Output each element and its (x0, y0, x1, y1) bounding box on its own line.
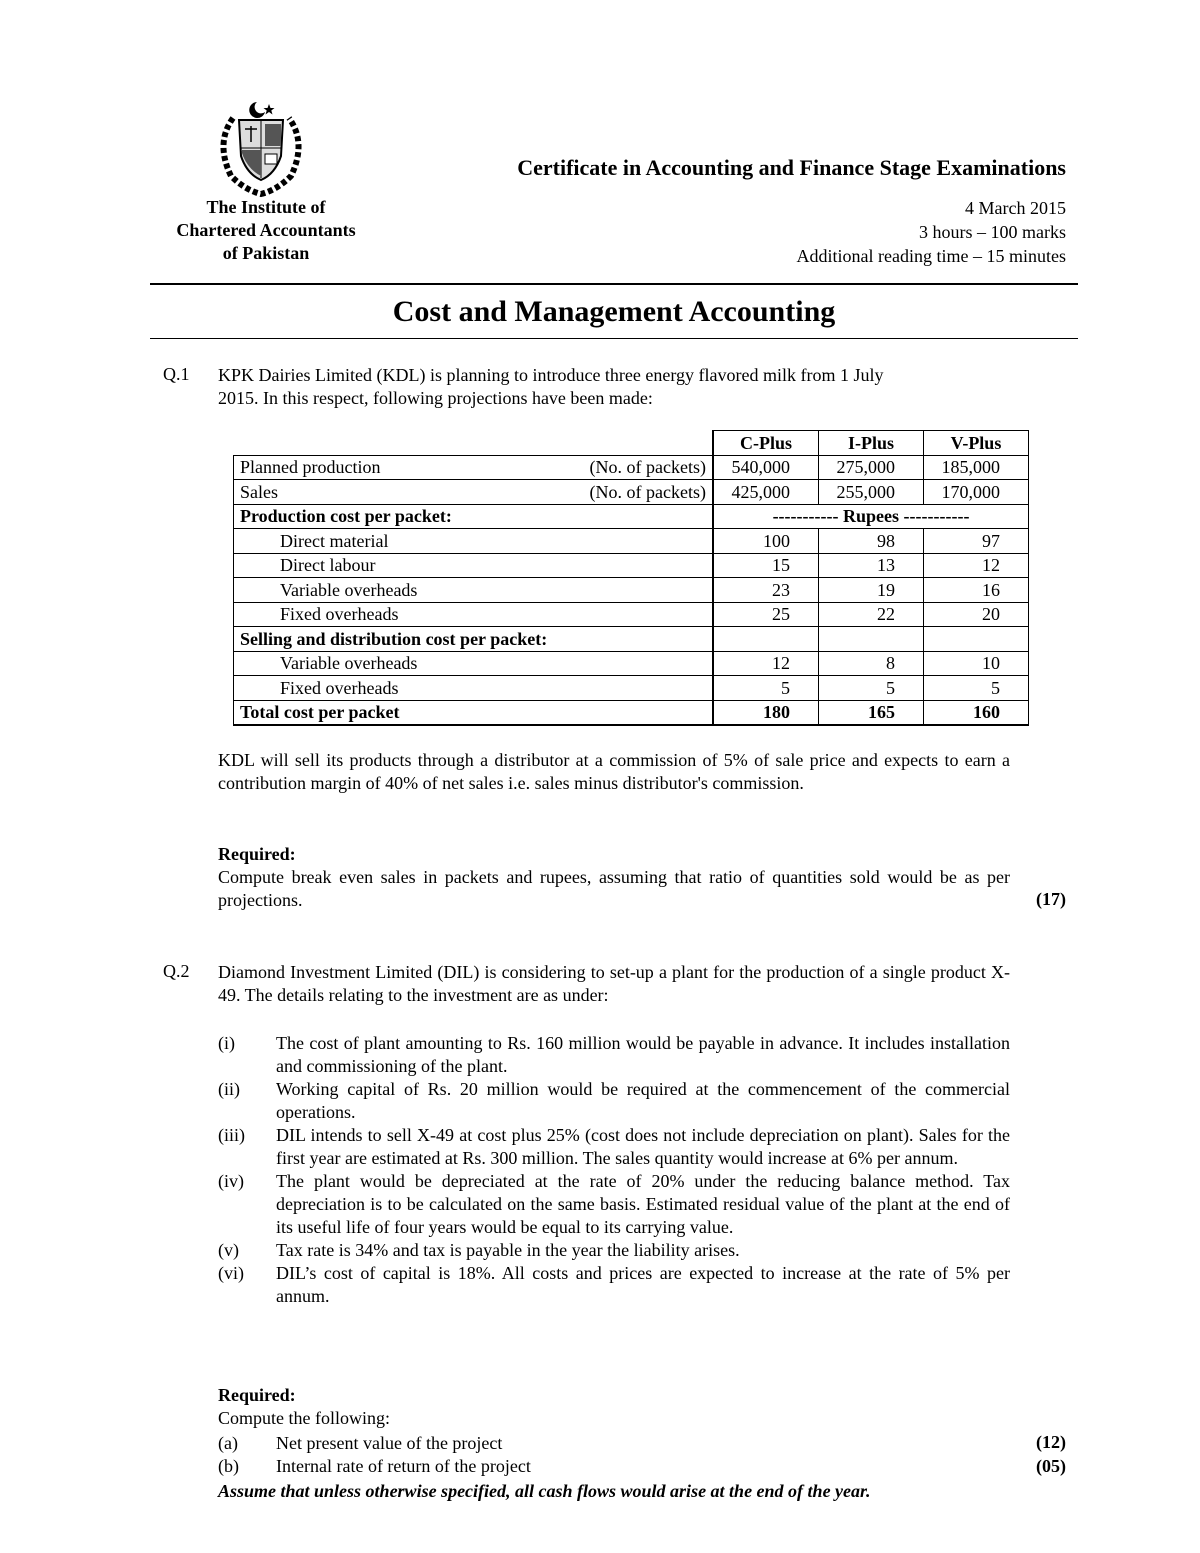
table-header-row (234, 431, 1029, 456)
table-cell: 23 (713, 578, 819, 603)
row-label: Fixed overheads (234, 676, 714, 701)
table-cell: 12 (713, 651, 819, 676)
item-text: The plant would be depreciated at the rate of 20% under the reducing balance method. Tax depreciation is to be calculated on the same basis. Estimated residual value of the plant at the end of its useful life of four years would be equal to its carrying value. (276, 1171, 1010, 1237)
institute-line: of Pakistan (222, 243, 310, 263)
list-item (218, 1262, 1010, 1308)
row-unit: (No. of packets) (589, 481, 706, 502)
required-label: Required: (218, 1385, 296, 1405)
table-cell: 425,000 (713, 480, 819, 505)
table-cell: 8 (819, 651, 924, 676)
table-cell: 22 (819, 602, 924, 627)
row-unit: (No. of packets) (589, 457, 706, 478)
table-cell: 255,000 (819, 480, 924, 505)
row-label: Fixed overheads (234, 602, 714, 627)
list-item (218, 1124, 1010, 1170)
item-key: (vi) (218, 1263, 244, 1283)
column-header: C-Plus (713, 431, 819, 456)
institute-name (150, 196, 382, 265)
table-row (234, 504, 1029, 529)
item-key: (iii) (218, 1125, 245, 1145)
list-item (218, 1239, 1010, 1262)
list-item (218, 1078, 1010, 1124)
question-number: Q.2 (163, 961, 190, 981)
q1-intro-line: 2015. In this respect, following projections have been made: (218, 388, 653, 408)
table-cell: 170,000 (924, 480, 1029, 505)
compute-label: Compute the following: (218, 1408, 390, 1428)
table-cell: 540,000 (713, 455, 819, 480)
q2-items (218, 1032, 1010, 1308)
list-item (218, 1170, 1010, 1239)
table-cell: 97 (924, 529, 1029, 554)
institute-line: The Institute of (206, 197, 326, 217)
item-key: (v) (218, 1240, 239, 1260)
icap-logo-icon (205, 98, 317, 198)
cost-table (233, 430, 1029, 726)
table-row (234, 455, 1029, 480)
table-row (234, 480, 1029, 505)
divider (150, 283, 1078, 285)
total-row (234, 700, 1029, 725)
table-row (234, 553, 1029, 578)
table-cell: 160 (924, 700, 1029, 725)
assumption-note: Assume that unless otherwise specified, all cash flows would arise at the end of the year. (218, 1481, 871, 1501)
q2-parts (218, 1432, 1010, 1478)
table-cell: 165 (819, 700, 924, 725)
q1-intro-line: KPK Dairies Limited (KDL) is planning to introduce three energy flavored milk from 1 July (218, 365, 884, 385)
table-cell: 12 (924, 553, 1029, 578)
table-row (234, 627, 1029, 652)
reading-time: Additional reading time – 15 minutes (796, 246, 1066, 266)
exam-meta (600, 196, 1066, 268)
marks: (12) (1036, 1432, 1066, 1452)
table-cell: 16 (924, 578, 1029, 603)
q1-required-text: Compute break even sales in packets and rupees, assuming that ratio of quantities sold would be as per projections. (218, 867, 1010, 910)
table-row (234, 676, 1029, 701)
item-key: (b) (218, 1456, 239, 1476)
marks: (17) (1036, 889, 1066, 909)
table-cell: 25 (713, 602, 819, 627)
table-cell: 275,000 (819, 455, 924, 480)
row-label: Variable overheads (234, 651, 714, 676)
item-text: DIL intends to sell X-49 at cost plus 25% (cost does not include depreciation on plant). Sales for the first year are estimated at Rs. 300 million. The sales quantity would increase at 6% per annum. (276, 1125, 1010, 1168)
subject-title: Cost and Management Accounting (392, 295, 836, 328)
list-item (218, 1455, 1010, 1478)
item-text: Net present value of the project (276, 1433, 503, 1453)
item-text: Tax rate is 34% and tax is payable in the year the liability arises. (276, 1240, 740, 1260)
row-label: Planned production (240, 457, 381, 478)
q1-note: KDL will sell its products through a distributor at a commission of 5% of sale price and expects to earn a contribution margin of 40% of net sales i.e. sales minus distributor's commission. (218, 750, 1010, 793)
section-heading: Production cost per packet: (234, 504, 714, 529)
q1-intro (218, 364, 1010, 410)
table-cell: 180 (713, 700, 819, 725)
table-cell: 98 (819, 529, 924, 554)
divider (150, 338, 1078, 339)
column-header: V-Plus (924, 431, 1029, 456)
required-label: Required: (218, 844, 296, 864)
row-label: Variable overheads (234, 578, 714, 603)
table-cell: 185,000 (924, 455, 1029, 480)
table-row (234, 578, 1029, 603)
institute-line: Chartered Accountants (176, 220, 356, 240)
list-item (218, 1432, 1010, 1455)
table-cell: 15 (713, 553, 819, 578)
exam-title: Certificate in Accounting and Finance Stage Examinations (517, 155, 1066, 180)
question-number: Q.1 (163, 364, 190, 384)
item-key: (ii) (218, 1079, 240, 1099)
item-text: Internal rate of return of the project (276, 1456, 531, 1476)
table-cell: 10 (924, 651, 1029, 676)
item-text: Working capital of Rs. 20 million would be required at the commencement of the commercial operations. (276, 1079, 1010, 1122)
item-key: (i) (218, 1033, 235, 1053)
rupees-label: ----------- Rupees ----------- (713, 504, 1029, 529)
item-text: DIL’s cost of capital is 18%. All costs and prices are expected to increase at the rate of 5% per annum. (276, 1263, 1010, 1306)
item-key: (a) (218, 1433, 238, 1453)
table-cell: 20 (924, 602, 1029, 627)
item-text: The cost of plant amounting to Rs. 160 million would be payable in advance. It includes installation and commissioning of the plant. (276, 1033, 1010, 1076)
table-row (234, 529, 1029, 554)
table-row (234, 651, 1029, 676)
q2-intro: Diamond Investment Limited (DIL) is considering to set-up a plant for the production of a single product X-49. The details relating to the investment are as under: (218, 962, 1010, 1005)
table-cell: 100 (713, 529, 819, 554)
marks: (05) (1036, 1456, 1066, 1476)
table-cell: 13 (819, 553, 924, 578)
table-cell: 5 (819, 676, 924, 701)
exam-date: 4 March 2015 (965, 198, 1066, 218)
row-label: Direct labour (234, 553, 714, 578)
list-item (218, 1032, 1010, 1078)
exam-duration: 3 hours – 100 marks (919, 222, 1066, 242)
row-label: Sales (240, 481, 278, 502)
column-header: I-Plus (819, 431, 924, 456)
row-label: Direct material (234, 529, 714, 554)
row-label: Total cost per packet (234, 700, 714, 725)
item-key: (iv) (218, 1171, 244, 1191)
table-cell: 5 (713, 676, 819, 701)
section-heading: Selling and distribution cost per packet: (234, 627, 714, 652)
table-cell: 5 (924, 676, 1029, 701)
table-cell: 19 (819, 578, 924, 603)
table-row (234, 602, 1029, 627)
